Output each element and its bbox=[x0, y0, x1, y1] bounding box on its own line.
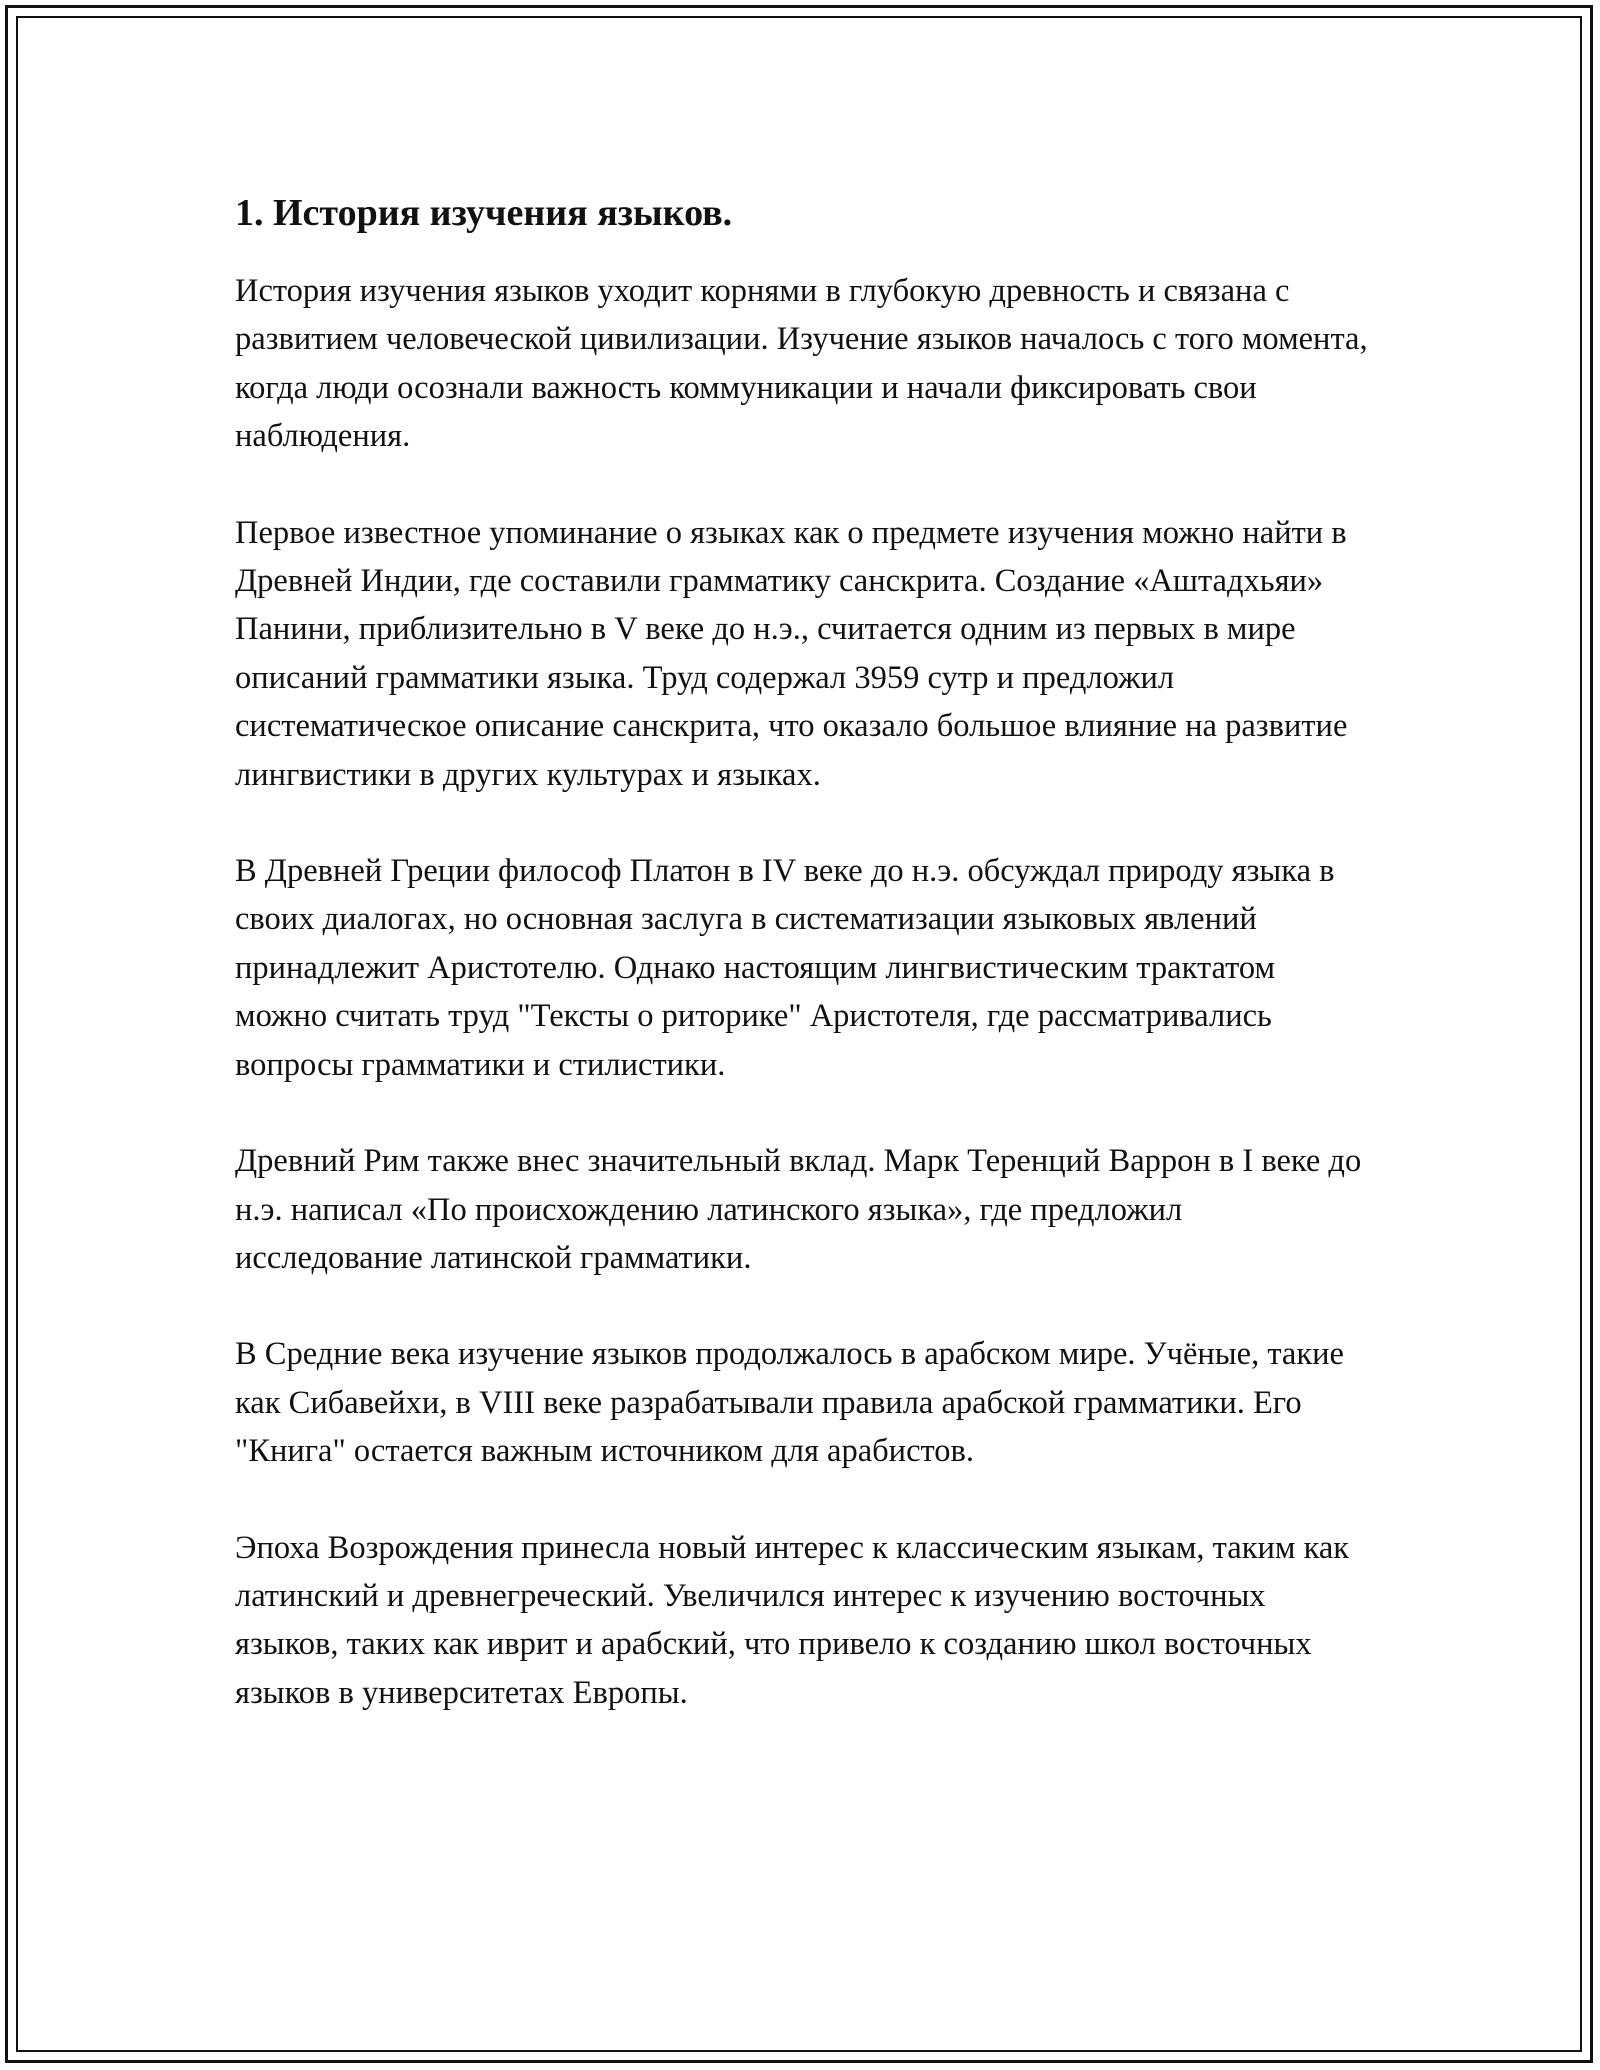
page-title: 1. История изучения языков. bbox=[235, 192, 733, 234]
paragraph-ancient-india: Первое известное упоминание о языках как о предмете изучения можно найти в Древней Индии, где составили грамматику санскрита. Создание «Аштадхьяи» Панини, приблизительно в V веке до н.э., считается одним из первых в мире описаний грамматики языка. Труд содержал 3959 сутр и предложил систематическое описание санскрита, что оказало большое влияние на развитие лингвистики в других культурах и языках. bbox=[235, 514, 1348, 793]
paragraph-renaissance: Эпоха Возрождения принесла новый интерес к классическим языкам, таким как латинский и древнегреческий. Увеличился интерес к изучению восточных языков, таких как иврит и арабский, что привело к созданию школ восточных языков в университетах Европы. bbox=[235, 1529, 1350, 1711]
paragraph-ancient-rome: Древний Рим также внес значительный вклад. Марк Теренций Варрон в I веке до н.э. написал «По происхождению латинского языка», где предложил исследование латинской грамматики. bbox=[235, 1143, 1362, 1276]
paragraph-ancient-origins: История изучения языков уходит корнями в глубокую древность и связана с развитием человеческой цивилизации. Изучение языков началось с того момента, когда люди осознали важность коммуникации и начали фиксировать свои наблюдения. bbox=[235, 273, 1368, 455]
paragraph-ancient-greece: В Древней Греции философ Платон в IV веке до н.э. обсуждал природу языка в своих диалогах, но основная заслуга в систематизации языковых явлений принадлежит Аристотелю. Однако настоящим лингвистическим трактатом можно считать труд "Тексты о риторике" Аристотеля, где рассматривались вопросы грамматики и стилистики. bbox=[235, 853, 1335, 1083]
paragraph-middle-ages: В Средние века изучение языков продолжалось в арабском мире. Учёные, такие как Сибавейхи, в VIII веке разрабатывали правила арабской грамматики. Его "Книга" остается важным источником для арабистов. bbox=[235, 1336, 1344, 1470]
document-body bbox=[235, 185, 1375, 1765]
